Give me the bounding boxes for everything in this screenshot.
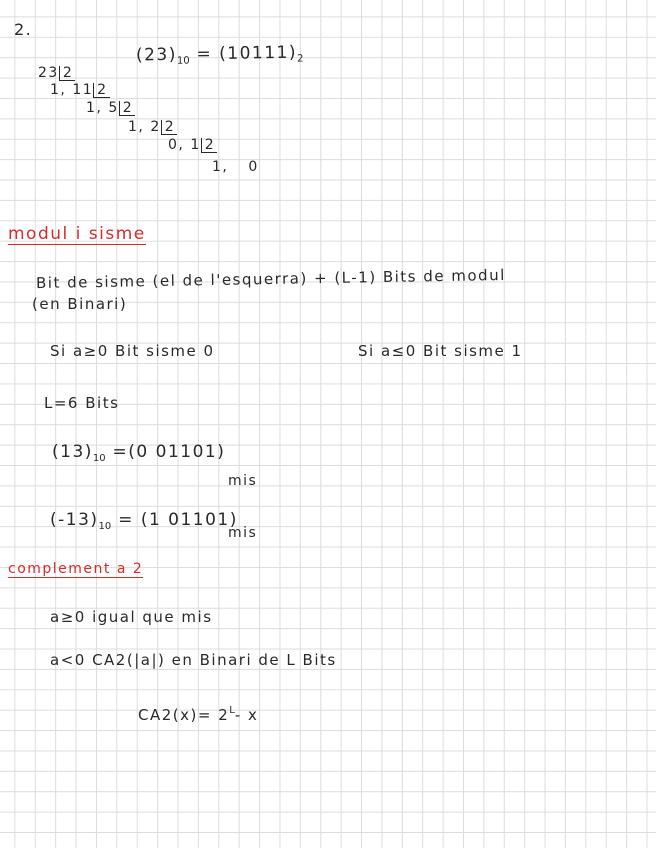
section-title-modul-i-sisme: modul i sisme bbox=[8, 224, 146, 244]
conversion-left: (23) bbox=[135, 44, 178, 66]
division-step bbox=[50, 83, 110, 98]
definition-line-1: Bit de sisme (el de l'esquerra) + (L-1) Bits de modul bbox=[35, 265, 506, 293]
definition-line-2: (en Binari) bbox=[32, 295, 128, 313]
remainder: 1, bbox=[50, 82, 67, 98]
divisor: 2 bbox=[201, 138, 217, 153]
ca2-formula bbox=[138, 706, 258, 723]
division-step bbox=[86, 101, 135, 116]
dividend: 11 bbox=[72, 82, 94, 98]
ca2-formula-exponent: L bbox=[229, 705, 235, 716]
example-negative-suffix: mis bbox=[228, 525, 258, 541]
conversion-right: (10111) bbox=[218, 42, 298, 65]
example-negative-lhs: (-13) bbox=[50, 510, 99, 530]
condition-negative: Si a≤0 Bit sisme 1 bbox=[358, 342, 523, 360]
example-positive-suffix: mis bbox=[228, 473, 258, 489]
conversion-equation bbox=[135, 42, 304, 68]
case-negative: a<0 CA2(|a|) en Binari de L Bits bbox=[50, 651, 337, 669]
ca2-formula-lhs: CA2(x)= 2 bbox=[138, 706, 230, 724]
division-step bbox=[38, 66, 75, 81]
example-negative-base: 10 bbox=[98, 521, 112, 532]
division-step bbox=[128, 120, 177, 135]
example-positive-lhs: (13) bbox=[52, 442, 93, 462]
example-positive-base: 10 bbox=[92, 453, 106, 464]
example-negative bbox=[50, 512, 238, 532]
remainder: 1, bbox=[212, 159, 229, 175]
case-positive: a≥0 igual que mis bbox=[50, 608, 213, 626]
conversion-right-base: 2 bbox=[297, 53, 304, 65]
dividend: 1 bbox=[190, 137, 201, 153]
divisor: 2 bbox=[59, 66, 75, 81]
section-number: 2. bbox=[14, 20, 33, 39]
example-negative-rhs: = (1 01101) bbox=[118, 510, 238, 530]
bit-length: L=6 Bits bbox=[44, 394, 120, 412]
ca2-formula-rhs: - x bbox=[234, 706, 259, 724]
dividend: 2 bbox=[150, 119, 161, 135]
section-title-complement-a-2: complement a 2 bbox=[8, 561, 144, 577]
quotient: 0 bbox=[248, 159, 259, 175]
divisor: 2 bbox=[161, 120, 177, 135]
example-positive-rhs: =(0 01101) bbox=[112, 442, 226, 462]
division-step bbox=[168, 138, 217, 153]
dividend: 5 bbox=[108, 100, 119, 116]
remainder: 0, bbox=[168, 137, 185, 153]
remainder: 1, bbox=[86, 100, 103, 116]
divisor: 2 bbox=[119, 101, 135, 116]
condition-positive: Si a≥0 Bit sisme 0 bbox=[50, 342, 215, 360]
division-step bbox=[212, 160, 259, 174]
dividend: 23 bbox=[38, 65, 59, 81]
conversion-equals: = bbox=[196, 44, 213, 65]
conversion-left-base: 10 bbox=[176, 55, 190, 67]
remainder: 1, bbox=[128, 119, 145, 135]
divisor: 2 bbox=[93, 83, 109, 98]
example-positive bbox=[52, 444, 225, 464]
